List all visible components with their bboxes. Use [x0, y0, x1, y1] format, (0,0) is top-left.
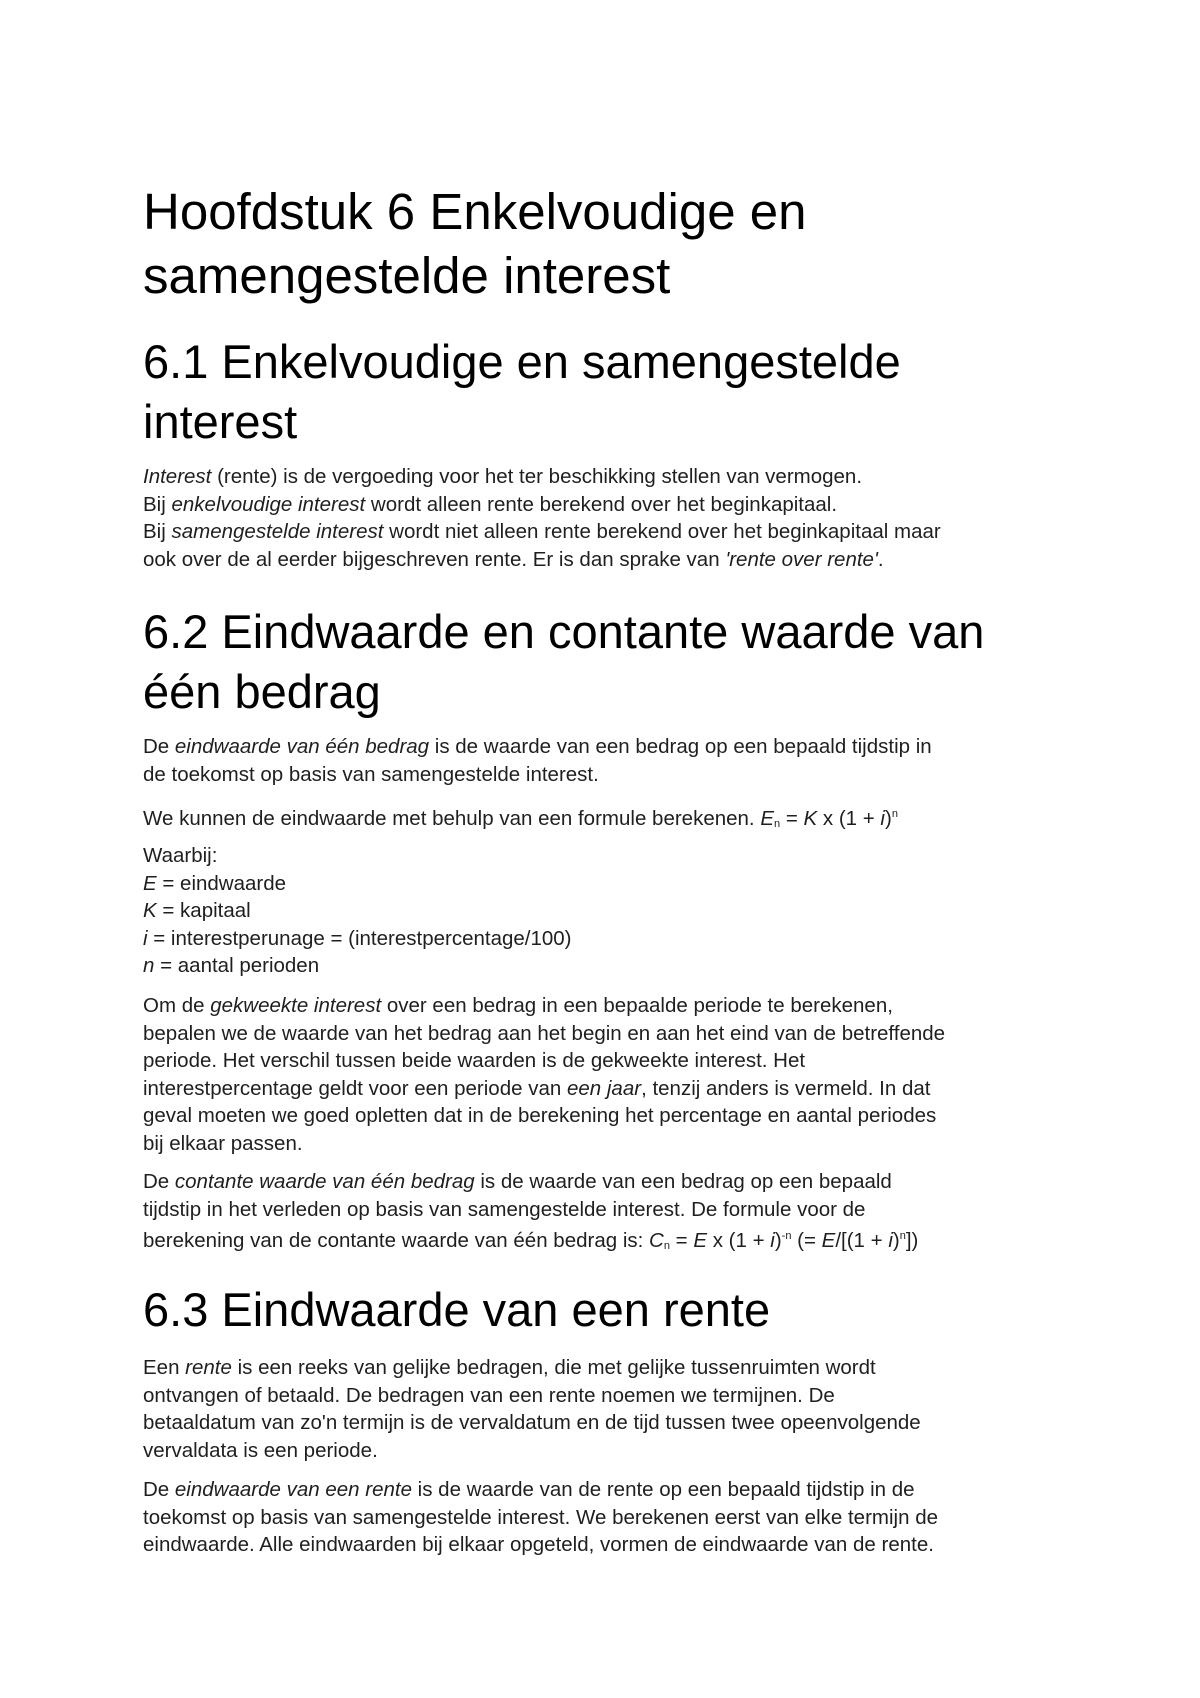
text-line: tijdstip in het verleden op basis van samengestelde interest. De formule voor de	[143, 1197, 866, 1221]
text-line: toekomst op basis van samengestelde interest. We berekenen eerst van elke termijn de	[143, 1505, 938, 1529]
text-line: geval moeten we goed opletten dat in de berekening het percentage en aantal periodes	[143, 1104, 937, 1127]
text-line: betaaldatum van zo'n termijn is de vervaldatum en de tijd tussen twee opeenvolgende	[143, 1411, 921, 1434]
text-line: bepalen we de waarde van het bedrag aan het begin en aan het eind van de betreffende	[143, 1021, 946, 1045]
variable-symbol: E	[143, 871, 157, 895]
section-heading-line: interest	[143, 395, 298, 448]
text-line: Bij enkelvoudige interest wordt alleen rente berekend over het beginkapitaal.	[143, 492, 838, 516]
section-heading-line: 6.3 Eindwaarde van een rente	[143, 1283, 771, 1336]
text-line: We kunnen de eindwaarde met behulp van een formule berekenen. $E_n = K$ x $(1 + i)^n$	[143, 807, 898, 830]
text-line: ook over de al eerder bijgeschreven rente. Er is dan sprake van 'rente over rente'.	[143, 547, 884, 571]
text-line: bij elkaar passen.	[143, 1131, 303, 1155]
text-line: Een rente is een reeks van gelijke bedragen, die met gelijke tussenruimten wordt	[143, 1356, 876, 1379]
section-heading-line: 6.2 Eindwaarde en contante waarde van	[143, 605, 985, 658]
variable-symbol: K	[143, 899, 157, 922]
term: enkelvoudige interest	[171, 492, 366, 516]
formula-symbol: E	[760, 807, 774, 830]
paragraph-gekweekte-interest	[143, 992, 1068, 1157]
text-line: de toekomst op basis van samengestelde interest.	[143, 762, 599, 786]
formula-symbol: E	[821, 1229, 836, 1252]
text-line: Bij samengestelde interest wordt niet alleen rente berekend over het beginkapitaal maar	[143, 520, 941, 543]
chapter-title	[143, 180, 1068, 308]
paragraph-variable-definitions	[143, 842, 1068, 980]
text-line: Om de gekweekte interest over een bedrag in een bepaalde periode te berekenen,	[143, 994, 893, 1017]
definition-line: K = kapitaal	[143, 899, 251, 922]
definition-line: n = aantal perioden	[143, 954, 320, 977]
variable-symbol: i	[143, 926, 148, 950]
text-line: De contante waarde van één bedrag is de waarde van een bedrag op een bepaald	[143, 1170, 892, 1193]
text-line: eindwaarde. Alle eindwaarden bij elkaar opgeteld, vormen de eindwaarde van de rente.	[143, 1533, 934, 1556]
term: rente	[185, 1356, 232, 1379]
definition-line: E = eindwaarde	[143, 871, 287, 895]
term: 'rente over rente'	[725, 547, 878, 571]
term: Interest	[143, 465, 212, 488]
text-line: berekening van de contante waarde van één bedrag is: $C_n = E$ x $(1 + i)^{-n}$ (= $E/[(1 + i)^n]$)	[143, 1229, 919, 1252]
text-line: Waarbij:	[143, 844, 218, 867]
formula-symbol: i	[880, 807, 885, 830]
formula-subscript: n	[663, 1240, 670, 1252]
section-heading-line: één bedrag	[143, 665, 381, 718]
term: eindwaarde van één bedrag	[174, 735, 430, 758]
paragraph-contante-waarde	[143, 1168, 1068, 1261]
text-line: Interest (rente) is de vergoeding voor het ter beschikking stellen van vermogen.	[143, 465, 863, 488]
text-line: vervaldata is een periode.	[143, 1438, 378, 1462]
section-heading-6-1	[143, 332, 1068, 452]
section-heading-6-2	[143, 602, 1068, 722]
formula-exponent: -n	[781, 1230, 792, 1242]
term: een jaar	[566, 1076, 642, 1100]
term: eindwaarde van een rente	[174, 1478, 412, 1501]
chapter-title-line: samengestelde interest	[143, 247, 671, 304]
chapter-title-line: Hoofdstuk 6 Enkelvoudige en	[143, 183, 807, 240]
text-line: De eindwaarde van één bedrag is de waarde van een bedrag op een bepaald tijdstip in	[143, 735, 932, 758]
text-line: ontvangen of betaald. De bedragen van een rente noemen we termijnen. De	[143, 1383, 835, 1407]
paragraph-eindwaarde-definition	[143, 733, 1068, 788]
formula-symbol: i	[888, 1229, 893, 1252]
formula-symbol: K	[803, 807, 818, 830]
formula-subscript: n	[774, 818, 781, 830]
formula-symbol: C	[649, 1229, 664, 1252]
term: gekweekte interest	[210, 994, 382, 1017]
term: contante waarde van één bedrag	[174, 1170, 475, 1193]
formula-exponent: n	[891, 808, 898, 820]
paragraph-rente-definition	[143, 1354, 1068, 1464]
formula-symbol: E	[693, 1229, 708, 1252]
paragraph-eindwaarde-formula	[143, 801, 1068, 839]
formula-symbol: i	[770, 1229, 775, 1252]
paragraph-interest-definition	[143, 463, 1068, 573]
definition-line: i = interestperunage = (interestpercentage/100)	[143, 926, 572, 950]
section-heading-line: 6.1 Enkelvoudige en samengestelde	[143, 335, 901, 388]
section-heading-6-3	[143, 1280, 1068, 1340]
text-line: periode. Het verschil tussen beide waarden is de gekweekte interest. Het	[143, 1049, 806, 1072]
paragraph-eindwaarde-rente	[143, 1476, 1068, 1559]
variable-symbol: n	[143, 954, 155, 977]
term: samengestelde interest	[171, 520, 384, 543]
text-line: interestpercentage geldt voor een periode van een jaar, tenzij anders is vermeld. In dat	[143, 1076, 931, 1100]
text-line: De eindwaarde van een rente is de waarde van de rente op een bepaald tijdstip in de	[143, 1478, 915, 1501]
formula-exponent: n	[899, 1230, 906, 1242]
